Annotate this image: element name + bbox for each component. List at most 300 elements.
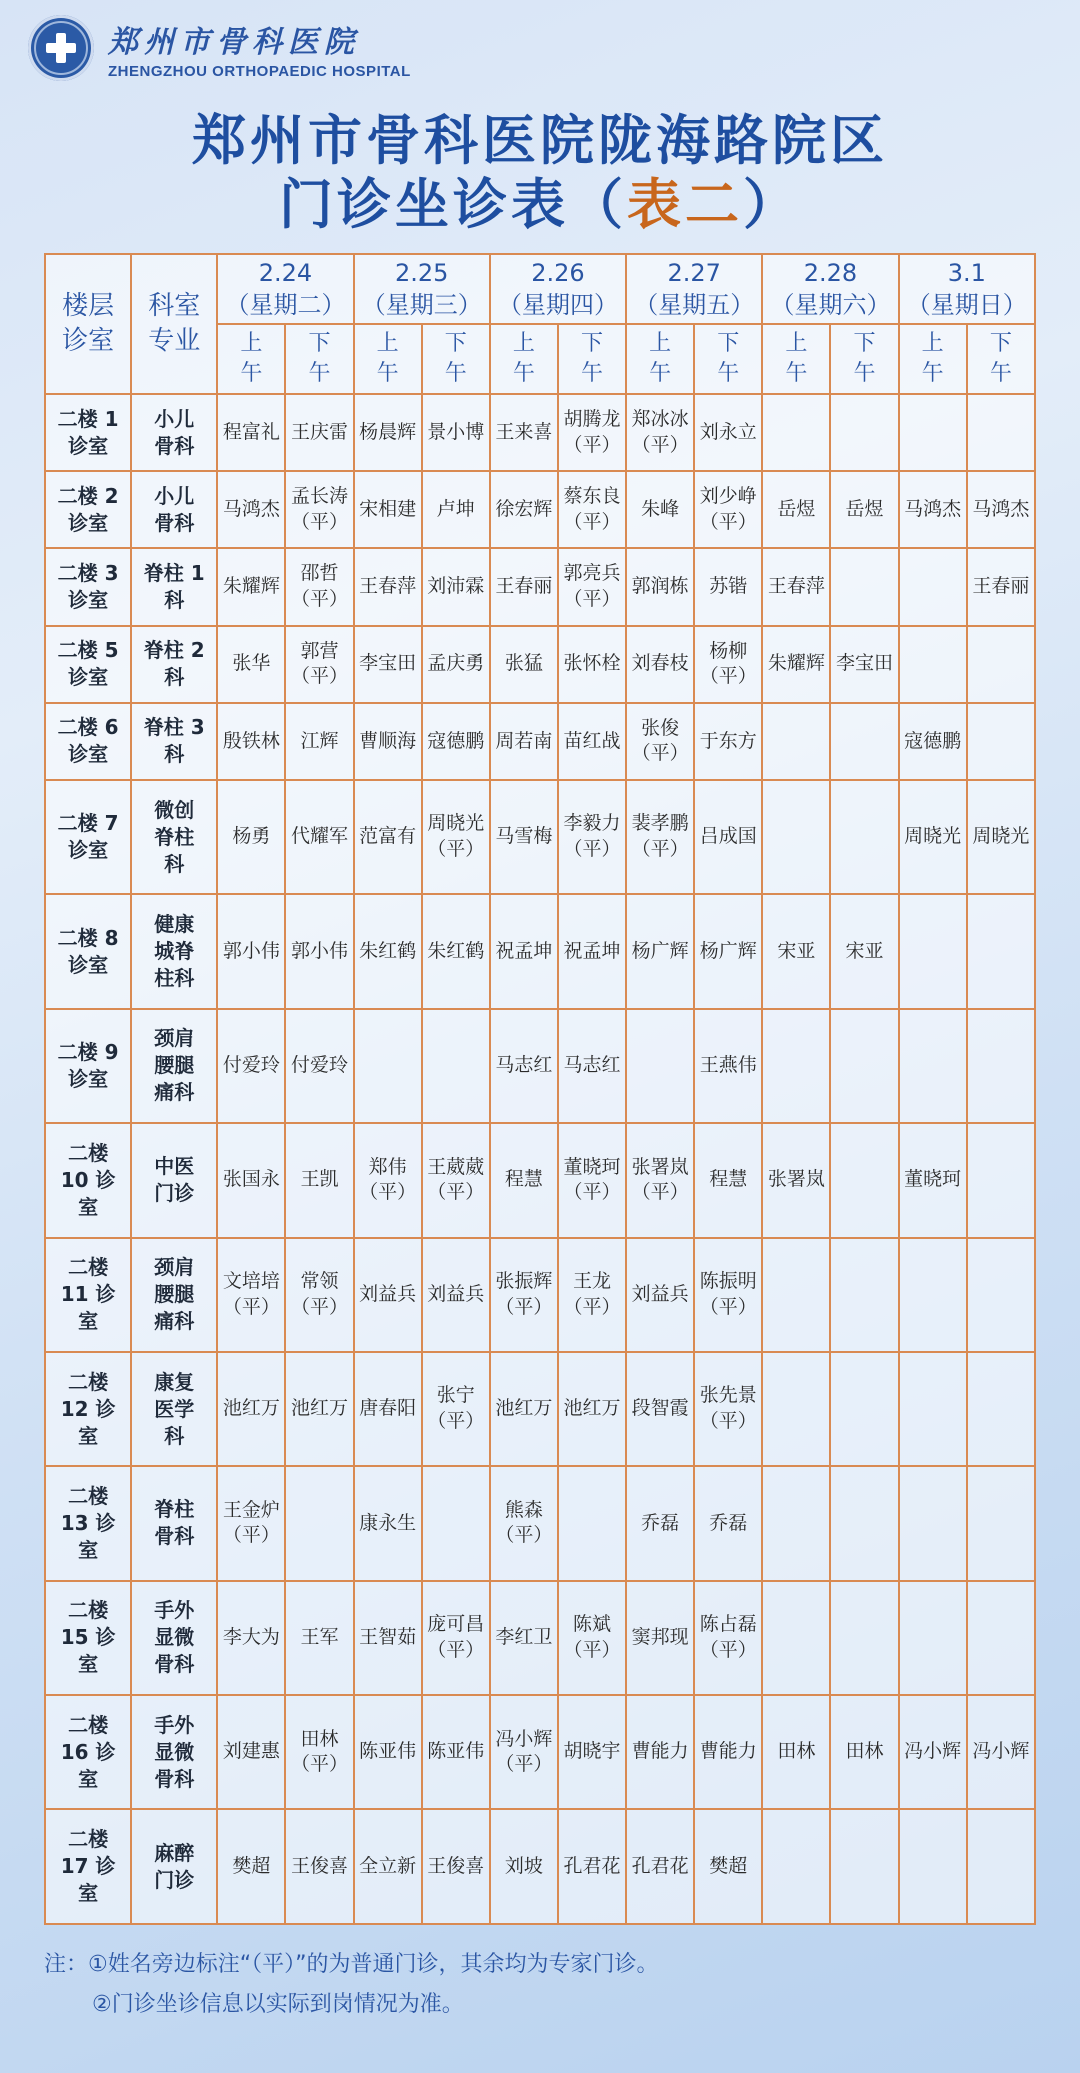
slot-cell xyxy=(217,1695,285,1809)
dept-label: 手外 xyxy=(154,1712,195,1737)
header-pm xyxy=(285,324,353,394)
header-row-dates xyxy=(45,254,1035,324)
dept-label: 脊柱 xyxy=(154,1497,195,1522)
slot-cell xyxy=(558,894,626,1008)
room-cell xyxy=(45,471,131,548)
dept-label: 痛科 xyxy=(154,1080,195,1105)
slot-cell xyxy=(762,780,830,894)
room-label: 17 诊 xyxy=(60,1854,116,1879)
dept-label: 显微 xyxy=(154,1625,195,1650)
slot-cell xyxy=(626,394,694,471)
room-label: 二楼 8 xyxy=(57,925,119,950)
slot-cell xyxy=(967,548,1035,625)
doctor-name: 王俊喜 xyxy=(427,1854,485,1877)
brand-name-cn: 郑州市骨科医院 xyxy=(108,24,360,60)
table-row xyxy=(45,394,1035,471)
header-am-label: 午 xyxy=(376,361,399,386)
header-am-label: 上 xyxy=(376,331,399,357)
header-am-label: 上 xyxy=(649,331,672,357)
dept-label: 门诊 xyxy=(154,1867,195,1892)
doctor-name: 王军 xyxy=(300,1626,339,1649)
doctor-name: （平） xyxy=(563,433,621,456)
slot-cell xyxy=(490,780,558,894)
slot-cell xyxy=(285,1009,353,1123)
day-date: 2.25 xyxy=(395,258,449,287)
slot-cell xyxy=(490,1809,558,1924)
room-cell xyxy=(45,626,131,703)
doctor-name: （平） xyxy=(563,838,621,861)
slot-cell xyxy=(626,471,694,548)
slot-cell xyxy=(217,471,285,548)
table-row xyxy=(45,1581,1035,1695)
doctor-name: （平） xyxy=(291,1295,349,1318)
doctor-name: 寇德鹏 xyxy=(427,729,485,752)
doctor-name: （平） xyxy=(495,1295,553,1318)
doctor-name: 王庆雷 xyxy=(291,420,349,443)
dept-label: 脊柱 xyxy=(154,824,195,849)
slot-cell xyxy=(899,1809,967,1924)
slot-cell xyxy=(558,626,626,703)
doctor-name: 张振辉 xyxy=(495,1270,553,1293)
slot-cell xyxy=(422,1238,490,1352)
dept-label: 中医 xyxy=(154,1154,195,1179)
header-pm-label: 午 xyxy=(717,361,740,386)
room-label: 16 诊 xyxy=(60,1739,116,1764)
doctor-name: （平） xyxy=(291,587,349,610)
slot-cell xyxy=(217,703,285,780)
slot-cell xyxy=(694,1352,762,1466)
slot-cell xyxy=(217,1123,285,1237)
slot-cell xyxy=(967,1581,1035,1695)
slot-cell xyxy=(899,1581,967,1695)
slot-cell xyxy=(626,1809,694,1924)
doctor-name: （平） xyxy=(291,1753,349,1776)
table-row xyxy=(45,1695,1035,1809)
slot-cell xyxy=(762,548,830,625)
doctor-name: 代耀军 xyxy=(291,825,349,848)
dept-cell xyxy=(131,1352,217,1466)
slot-cell xyxy=(967,703,1035,780)
room-cell xyxy=(45,394,131,471)
slot-cell xyxy=(626,1695,694,1809)
slot-cell xyxy=(694,1809,762,1924)
room-cell xyxy=(45,1581,131,1695)
room-cell xyxy=(45,548,131,625)
slot-cell xyxy=(830,1809,898,1924)
doctor-name: 王春萍 xyxy=(767,575,825,598)
doctor-name: （平） xyxy=(427,1638,485,1661)
header-pm-label: 午 xyxy=(989,361,1012,386)
room-cell xyxy=(45,1238,131,1352)
slot-cell xyxy=(354,1581,422,1695)
doctor-name: 张宁 xyxy=(436,1384,475,1407)
slot-cell xyxy=(285,548,353,625)
dept-label: 城脊 xyxy=(154,939,195,964)
doctor-name: 马鸿杰 xyxy=(972,497,1030,520)
header-dept-label: 专业 xyxy=(148,326,201,356)
doctor-name: （平） xyxy=(631,433,689,456)
slot-cell xyxy=(830,626,898,703)
dept-label: 骨科 xyxy=(154,510,195,535)
header-am-label: 午 xyxy=(240,361,263,386)
slot-cell xyxy=(762,1581,830,1695)
doctor-name: 祝孟坤 xyxy=(495,939,553,962)
room-label: 11 诊 xyxy=(60,1282,116,1307)
slot-cell xyxy=(490,1123,558,1237)
doctor-name: 段智霞 xyxy=(631,1397,689,1420)
slot-cell xyxy=(422,780,490,894)
doctor-name: 江辉 xyxy=(300,729,339,752)
slot-cell xyxy=(830,1009,898,1123)
header-pm-label: 下 xyxy=(444,331,467,357)
slot-cell xyxy=(490,1466,558,1580)
doctor-name: 裴孝鹏 xyxy=(631,812,689,835)
header-pm-label: 午 xyxy=(444,361,467,386)
day-weekday: （星期三） xyxy=(361,291,482,319)
slot-cell xyxy=(354,703,422,780)
doctor-name: 刘益兵 xyxy=(359,1282,417,1305)
slot-cell xyxy=(217,780,285,894)
slot-cell xyxy=(217,894,285,1008)
doctor-name: 田林 xyxy=(300,1727,339,1750)
doctor-name: 杨勇 xyxy=(232,825,271,848)
doctor-name: 王春萍 xyxy=(359,575,417,598)
doctor-name: （平） xyxy=(631,1181,689,1204)
slot-cell xyxy=(830,394,898,471)
room-label: 诊室 xyxy=(68,665,109,690)
slot-cell xyxy=(422,1009,490,1123)
slot-cell xyxy=(354,471,422,548)
table-row xyxy=(45,780,1035,894)
dept-cell xyxy=(131,1123,217,1237)
page-subtitle: 门诊坐诊表（表二） xyxy=(279,173,801,236)
slot-cell xyxy=(967,471,1035,548)
slot-cell xyxy=(354,1238,422,1352)
slot-cell xyxy=(558,1695,626,1809)
slot-cell xyxy=(694,894,762,1008)
room-cell xyxy=(45,1695,131,1809)
doctor-name: 孔君花 xyxy=(563,1854,621,1877)
slot-cell xyxy=(694,1009,762,1123)
dept-cell xyxy=(131,394,217,471)
room-label: 二楼 xyxy=(68,1140,109,1165)
doctor-name: 刘永立 xyxy=(699,420,757,443)
slot-cell xyxy=(422,394,490,471)
doctor-name: （平） xyxy=(427,1181,485,1204)
doctor-name: 孔君花 xyxy=(631,1854,689,1877)
header-pm xyxy=(694,324,762,394)
doctor-name: 郭小伟 xyxy=(222,939,280,962)
header-room xyxy=(45,254,131,394)
slot-cell xyxy=(490,626,558,703)
dept-label: 门诊 xyxy=(154,1181,195,1206)
slot-cell xyxy=(762,1123,830,1237)
slot-cell xyxy=(285,1352,353,1466)
slot-cell xyxy=(626,548,694,625)
doctor-name: 马鸿杰 xyxy=(904,497,962,520)
slot-cell xyxy=(762,1238,830,1352)
doctor-name: 杨柳 xyxy=(709,639,748,662)
slot-cell xyxy=(762,703,830,780)
slot-cell xyxy=(830,1695,898,1809)
doctor-name: 孟庆勇 xyxy=(427,652,485,675)
header-room-label: 诊室 xyxy=(62,326,115,356)
room-label: 诊室 xyxy=(68,433,109,458)
slot-cell xyxy=(422,626,490,703)
table-row xyxy=(45,626,1035,703)
room-label: 10 诊 xyxy=(60,1167,116,1192)
doctor-name: 景小博 xyxy=(427,420,485,443)
doctor-name: 王春丽 xyxy=(972,575,1030,598)
doctor-name: 董晓珂 xyxy=(563,1155,621,1178)
day-date: 3.1 xyxy=(947,258,986,287)
dept-label: 麻醉 xyxy=(154,1840,195,1865)
slot-cell xyxy=(558,1466,626,1580)
doctor-name: （平） xyxy=(631,838,689,861)
doctor-name: 熊森 xyxy=(504,1498,543,1521)
header-pm-label: 下 xyxy=(308,331,331,357)
header-day xyxy=(626,254,762,324)
dept-label: 科 xyxy=(164,742,185,767)
header-am-label: 午 xyxy=(512,361,535,386)
doctor-name: 杨广辉 xyxy=(631,939,689,962)
doctor-name: 范富有 xyxy=(359,825,417,848)
doctor-name: 张先景 xyxy=(699,1384,757,1407)
slot-cell xyxy=(217,1466,285,1580)
dept-label: 脊柱 3 xyxy=(143,715,205,740)
header-am xyxy=(626,324,694,394)
doctor-name: 王燕伟 xyxy=(699,1054,757,1077)
room-label: 二楼 1 xyxy=(57,406,119,431)
room-label: 13 诊 xyxy=(60,1510,116,1535)
slot-cell xyxy=(354,1352,422,1466)
slot-cell xyxy=(967,780,1035,894)
slot-cell xyxy=(762,471,830,548)
room-label: 二楼 xyxy=(68,1255,109,1280)
day-weekday: （星期日） xyxy=(906,291,1027,319)
doctor-name: 陈振明 xyxy=(699,1270,757,1293)
slot-cell xyxy=(694,1238,762,1352)
brand-name-en: ZHENGZHOU ORTHOPAEDIC HOSPITAL xyxy=(108,62,411,80)
doctor-name: 周晓光 xyxy=(972,825,1030,848)
doctor-name: 王春丽 xyxy=(495,575,553,598)
footnotes xyxy=(44,1945,659,2025)
slot-cell xyxy=(626,1123,694,1237)
slot-cell xyxy=(762,1009,830,1123)
doctor-name: 周若南 xyxy=(495,729,553,752)
slot-cell xyxy=(354,394,422,471)
doctor-name: 郑伟 xyxy=(368,1155,407,1178)
doctor-name: （平） xyxy=(563,1638,621,1661)
dept-cell xyxy=(131,471,217,548)
doctor-name: （平） xyxy=(563,587,621,610)
room-cell xyxy=(45,1123,131,1237)
doctor-name: （平） xyxy=(291,510,349,533)
room-label: 室 xyxy=(78,1537,99,1562)
slot-cell xyxy=(285,1238,353,1352)
slot-cell xyxy=(285,394,353,471)
header-day xyxy=(354,254,490,324)
slot-cell xyxy=(694,471,762,548)
doctor-name: （平） xyxy=(222,1295,280,1318)
table-row xyxy=(45,1466,1035,1580)
doctor-name: （平） xyxy=(631,742,689,765)
doctor-name: 乔磊 xyxy=(709,1511,748,1534)
doctor-name: 李大为 xyxy=(222,1626,280,1649)
dept-label: 显微 xyxy=(154,1739,195,1764)
doctor-name: 胡腾龙 xyxy=(563,407,621,430)
doctor-name: 程慧 xyxy=(504,1168,543,1191)
slot-cell xyxy=(899,1695,967,1809)
slot-cell xyxy=(967,1695,1035,1809)
table-row xyxy=(45,1809,1035,1924)
slot-cell xyxy=(694,548,762,625)
doctor-name: 池红万 xyxy=(495,1397,553,1420)
slot-cell xyxy=(285,471,353,548)
doctor-name: 祝孟坤 xyxy=(563,939,621,962)
slot-cell xyxy=(694,703,762,780)
dept-label: 脊柱 1 xyxy=(143,560,205,585)
slot-cell xyxy=(422,1695,490,1809)
slot-cell xyxy=(626,1581,694,1695)
doctor-name: 康永生 xyxy=(359,1511,417,1534)
doctor-name: （平） xyxy=(699,1638,757,1661)
doctor-name: 冯小辉 xyxy=(972,1740,1030,1763)
slot-cell xyxy=(762,1695,830,1809)
room-label: 二楼 xyxy=(68,1483,109,1508)
header-day xyxy=(899,254,1035,324)
doctor-name: 曹能力 xyxy=(631,1740,689,1763)
doctor-name: 田林 xyxy=(777,1740,816,1763)
header-day xyxy=(762,254,898,324)
doctor-name: 张国永 xyxy=(222,1168,280,1191)
slot-cell xyxy=(354,1123,422,1237)
header-pm xyxy=(830,324,898,394)
slot-cell xyxy=(762,394,830,471)
doctor-name: （平） xyxy=(359,1181,417,1204)
slot-cell xyxy=(490,548,558,625)
dept-label: 颈肩 xyxy=(154,1255,195,1280)
dept-cell xyxy=(131,894,217,1008)
doctor-name: 庞可昌 xyxy=(427,1613,485,1636)
doctor-name: （平） xyxy=(427,1410,485,1433)
slot-cell xyxy=(694,394,762,471)
doctor-name: 宋亚 xyxy=(845,939,884,962)
slot-cell xyxy=(967,1123,1035,1237)
dept-label: 颈肩 xyxy=(154,1026,195,1051)
doctor-name: 郭营 xyxy=(300,639,339,662)
doctor-name: 朱耀辉 xyxy=(222,575,280,598)
slot-cell xyxy=(967,1238,1035,1352)
header-pm xyxy=(967,324,1035,394)
slot-cell xyxy=(490,1695,558,1809)
doctor-name: 曹能力 xyxy=(699,1740,757,1763)
slot-cell xyxy=(899,471,967,548)
dept-label: 骨科 xyxy=(154,433,195,458)
slot-cell xyxy=(422,894,490,1008)
slot-cell xyxy=(285,780,353,894)
slot-cell xyxy=(558,548,626,625)
doctor-name: 苗红战 xyxy=(563,729,621,752)
doctor-name: 朱峰 xyxy=(641,497,680,520)
slot-cell xyxy=(967,626,1035,703)
dept-cell xyxy=(131,703,217,780)
room-label: 二楼 xyxy=(68,1827,109,1852)
dept-label: 柱科 xyxy=(154,966,195,991)
slot-cell xyxy=(899,1009,967,1123)
doctor-name: 邵哲 xyxy=(300,562,339,585)
doctor-name: 刘益兵 xyxy=(631,1282,689,1305)
header-pm-label: 午 xyxy=(308,361,331,386)
doctor-name: 郑冰冰 xyxy=(631,407,689,430)
room-label: 诊室 xyxy=(68,510,109,535)
room-label: 室 xyxy=(78,1766,99,1791)
slot-cell xyxy=(354,626,422,703)
doctor-name: 朱红鹤 xyxy=(359,939,417,962)
hospital-header xyxy=(28,12,411,84)
header-am-label: 上 xyxy=(921,331,944,357)
doctor-name: 刘坡 xyxy=(504,1854,543,1877)
slot-cell xyxy=(217,548,285,625)
room-label: 二楼 5 xyxy=(57,638,119,663)
slot-cell xyxy=(422,471,490,548)
slot-cell xyxy=(422,1581,490,1695)
dept-label: 骨科 xyxy=(154,1524,195,1549)
slot-cell xyxy=(899,1123,967,1237)
doctor-name: 董晓珂 xyxy=(904,1168,962,1191)
doctor-name: 周晓光 xyxy=(427,812,485,835)
dept-label: 骨科 xyxy=(154,1766,195,1791)
slot-cell xyxy=(967,394,1035,471)
header-pm xyxy=(558,324,626,394)
doctor-name: 樊超 xyxy=(709,1854,748,1877)
slot-cell xyxy=(354,1466,422,1580)
doctor-name: 常领 xyxy=(300,1270,339,1293)
slot-cell xyxy=(899,1238,967,1352)
doctor-name: 唐春阳 xyxy=(359,1397,417,1420)
doctor-name: （平） xyxy=(291,665,349,688)
doctor-name: （平） xyxy=(222,1524,280,1547)
slot-cell xyxy=(354,1695,422,1809)
dept-label: 科 xyxy=(164,587,185,612)
doctor-name: 王凯 xyxy=(300,1168,339,1191)
hospital-logo xyxy=(28,15,94,81)
slot-cell xyxy=(830,1581,898,1695)
slot-cell xyxy=(762,1466,830,1580)
slot-cell xyxy=(694,1123,762,1237)
slot-cell xyxy=(354,894,422,1008)
slot-cell xyxy=(899,703,967,780)
slot-cell xyxy=(558,1009,626,1123)
doctor-name: （平） xyxy=(495,1753,553,1776)
slot-cell xyxy=(285,1581,353,1695)
room-label: 诊室 xyxy=(68,587,109,612)
doctor-name: 朱红鹤 xyxy=(427,939,485,962)
room-label: 15 诊 xyxy=(60,1625,116,1650)
table-row xyxy=(45,548,1035,625)
dept-label: 小儿 xyxy=(154,483,195,508)
doctor-name: 李宝田 xyxy=(836,652,894,675)
doctor-name: 宋相建 xyxy=(359,497,417,520)
header-day xyxy=(490,254,626,324)
slot-cell xyxy=(490,703,558,780)
slot-cell xyxy=(285,1809,353,1924)
doctor-name: （平） xyxy=(699,510,757,533)
slot-cell xyxy=(422,1466,490,1580)
doctor-name: 樊超 xyxy=(232,1854,271,1877)
doctor-name: 刘春枝 xyxy=(631,652,689,675)
doctor-name: 池红万 xyxy=(563,1397,621,1420)
